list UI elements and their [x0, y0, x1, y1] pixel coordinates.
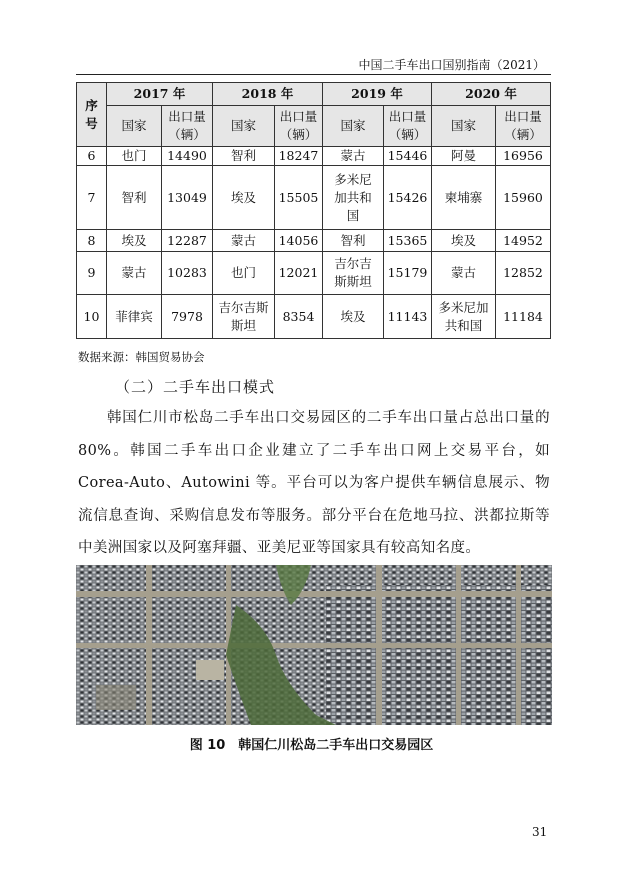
- body-paragraph: [78, 402, 550, 565]
- value-cell: 11184: [496, 295, 551, 339]
- country-cell: 蒙古: [213, 230, 275, 252]
- value-cell: 15426: [384, 166, 432, 230]
- country-cell: 智利: [107, 166, 162, 230]
- country-cell: 菲律宾: [107, 295, 162, 339]
- aerial-photo: [76, 565, 552, 725]
- header-rule: [76, 74, 551, 75]
- table-row: [77, 295, 551, 339]
- country-cell: 阿曼: [432, 147, 496, 166]
- seq-cell: 9: [77, 252, 107, 295]
- seq-cell: 8: [77, 230, 107, 252]
- page-number: 31: [532, 825, 548, 839]
- export-header: 出口量（辆）: [384, 106, 432, 147]
- year-header: 2018 年: [213, 83, 323, 106]
- country-cell: 埃及: [432, 230, 496, 252]
- country-cell: 埃及: [213, 166, 275, 230]
- value-cell: 13049: [162, 166, 213, 230]
- year-header: 2019 年: [323, 83, 432, 106]
- country-header: 国家: [432, 106, 496, 147]
- seq-cell: 6: [77, 147, 107, 166]
- country-header: 国家: [213, 106, 275, 147]
- value-cell: 15365: [384, 230, 432, 252]
- section-heading: （二）二手车出口模式: [115, 378, 276, 396]
- value-cell: 15179: [384, 252, 432, 295]
- table-row: [77, 252, 551, 295]
- country-cell: 蒙古: [323, 147, 384, 166]
- country-cell: 也门: [213, 252, 275, 295]
- seq-header: 序号: [77, 83, 107, 147]
- value-cell: 11143: [384, 295, 432, 339]
- value-cell: 12287: [162, 230, 213, 252]
- year-header: 2020 年: [432, 83, 551, 106]
- value-cell: 16956: [496, 147, 551, 166]
- country-cell: 蒙古: [432, 252, 496, 295]
- year-header: 2017 年: [107, 83, 213, 106]
- country-cell: 埃及: [323, 295, 384, 339]
- value-cell: 12852: [496, 252, 551, 295]
- value-cell: 15446: [384, 147, 432, 166]
- country-cell: 多米尼加共和国: [432, 295, 496, 339]
- country-cell: 也门: [107, 147, 162, 166]
- country-cell: 埃及: [107, 230, 162, 252]
- export-header: 出口量（辆）: [275, 106, 323, 147]
- table-row: [77, 147, 551, 166]
- value-cell: 7978: [162, 295, 213, 339]
- table-header-years: [77, 83, 551, 106]
- value-cell: 12021: [275, 252, 323, 295]
- value-cell: 10283: [162, 252, 213, 295]
- country-header: 国家: [323, 106, 384, 147]
- table-header-columns: [77, 106, 551, 147]
- export-header: 出口量（辆）: [496, 106, 551, 147]
- seq-cell: 7: [77, 166, 107, 230]
- export-table: [76, 82, 551, 339]
- value-cell: 18247: [275, 147, 323, 166]
- seq-cell: 10: [77, 295, 107, 339]
- figure-caption: 图 10 韩国仁川松岛二手车出口交易园区: [189, 738, 434, 753]
- data-source-note: 数据来源：韩国贸易协会: [78, 350, 205, 364]
- country-cell: 柬埔寨: [432, 166, 496, 230]
- value-cell: 14490: [162, 147, 213, 166]
- country-cell: 吉尔吉斯斯坦: [323, 252, 384, 295]
- table-row: [77, 230, 551, 252]
- value-cell: 15505: [275, 166, 323, 230]
- value-cell: 14056: [275, 230, 323, 252]
- country-header: 国家: [107, 106, 162, 147]
- country-cell: 吉尔吉斯斯坦: [213, 295, 275, 339]
- country-cell: 蒙古: [107, 252, 162, 295]
- value-cell: 15960: [496, 166, 551, 230]
- country-cell: 多米尼加共和国: [323, 166, 384, 230]
- running-header: 中国二手车出口国别指南（2021）: [358, 58, 545, 72]
- value-cell: 14952: [496, 230, 551, 252]
- country-cell: 智利: [323, 230, 384, 252]
- export-header: 出口量（辆）: [162, 106, 213, 147]
- table-row: [77, 166, 551, 230]
- country-cell: 智利: [213, 147, 275, 166]
- paragraph-text: 韩国仁川市松岛二手车出口交易园区的二手车出口量占总出口量的 80%。韩国二手车出口企业建立了二手车出口网上交易平台，如 Corea-Auto、Autowini 等。平台可以为客户提供车辆信息展示、物流信息查询、采购信息发布等服务。部分平台在危地马拉、洪都拉斯等中美洲国家以及阿塞拜疆、亚美尼亚等国家具有较高知名度。: [78, 410, 550, 556]
- value-cell: 8354: [275, 295, 323, 339]
- aerial-photo-graphic: [76, 565, 552, 725]
